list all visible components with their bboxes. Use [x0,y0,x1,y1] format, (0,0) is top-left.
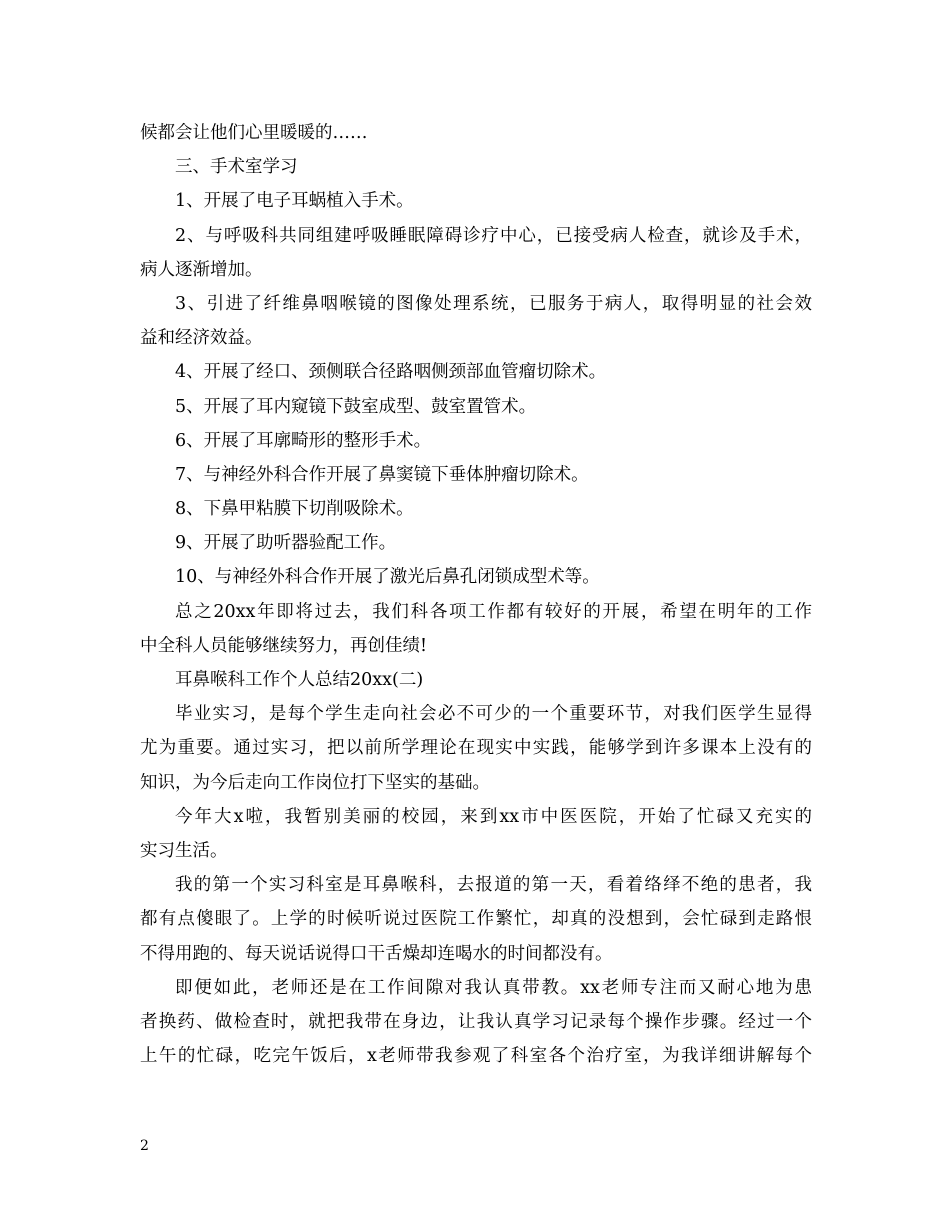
text-line: 不得用跑的、每天说话说得口干舌燥却连喝水的时间都没有。 [140,943,613,964]
list-item: 2、与呼吸科共同组建呼吸睡眠障碍诊疗中心，已接受病人检查，就诊及手术， [175,225,812,246]
text-line: 都有点傻眼了。上学的时候听说过医院工作繁忙，却真的没想到，会忙碌到走路恨 [140,909,812,930]
list-item: 8、下鼻甲粘膜下切削吸除术。 [175,499,414,520]
text-line: 中全科人员能够继续努力，再创佳绩! [140,635,428,656]
section-title: 耳鼻喉科工作个人总结20xx(二) [175,670,424,690]
paragraph-line: 毕业实习，是每个学生走向社会必不可少的一个重要环节，对我们医学生显得 [175,704,812,725]
text-line: 上午的忙碌，吃完午饭后，x老师带我参观了科室各个治疗室，为我详细讲解每个 [140,1046,812,1067]
paragraph-line: 即便如此，老师还是在工作间隙对我认真带教。xx老师专注而又耐心地为患 [175,977,812,998]
text-line: 知识，为今后走向工作岗位打下坚实的基础。 [140,772,490,793]
list-item: 7、与神经外科合作开展了鼻窦镜下垂体肿瘤切除术。 [175,464,589,485]
list-item: 6、开展了耳廓畸形的整形手术。 [175,430,432,451]
document-body [140,116,812,1073]
text-line: 尤为重要。通过实习，把以前所学理论在现实中实践，能够学到许多课本上没有的 [140,738,812,759]
text-line: 益和经济效益。 [140,328,263,349]
paragraph-line: 今年大x啦，我暂别美丽的校园，来到xx市中医医院，开始了忙碌又充实的 [175,806,812,827]
paragraph-line: 我的第一个实习科室是耳鼻喉科，去报道的第一天，看着络绎不绝的患者，我 [175,875,812,896]
text-line: 候都会让他们心里暖暖的…… [140,123,368,143]
text-line: 病人逐渐增加。 [140,259,263,280]
text-line: 者换药、做检查时，就把我带在身边，让我认真学习记录每个操作步骤。经过一个 [140,1011,812,1032]
list-item: 5、开展了耳内窥镜下鼓室成型、鼓室置管术。 [175,396,537,417]
section-heading: 三、手术室学习 [175,157,298,178]
list-item: 3、引进了纤维鼻咽喉镜的图像处理系统，已服务于病人，取得明显的社会效 [175,293,812,314]
page-number: 2 [140,1138,149,1154]
list-item: 10、与神经外科合作开展了激光后鼻孔闭锁成型术等。 [175,567,600,588]
list-item: 1、开展了电子耳蜗植入手术。 [175,191,414,212]
list-item: 9、开展了助听器验配工作。 [175,533,397,554]
paragraph-line: 总之20xx年即将过去，我们科各项工作都有较好的开展，希望在明年的工作 [175,601,812,622]
list-item: 4、开展了经口、颈侧联合径路咽侧颈部血管瘤切除术。 [175,362,607,383]
text-line: 实习生活。 [140,840,228,861]
